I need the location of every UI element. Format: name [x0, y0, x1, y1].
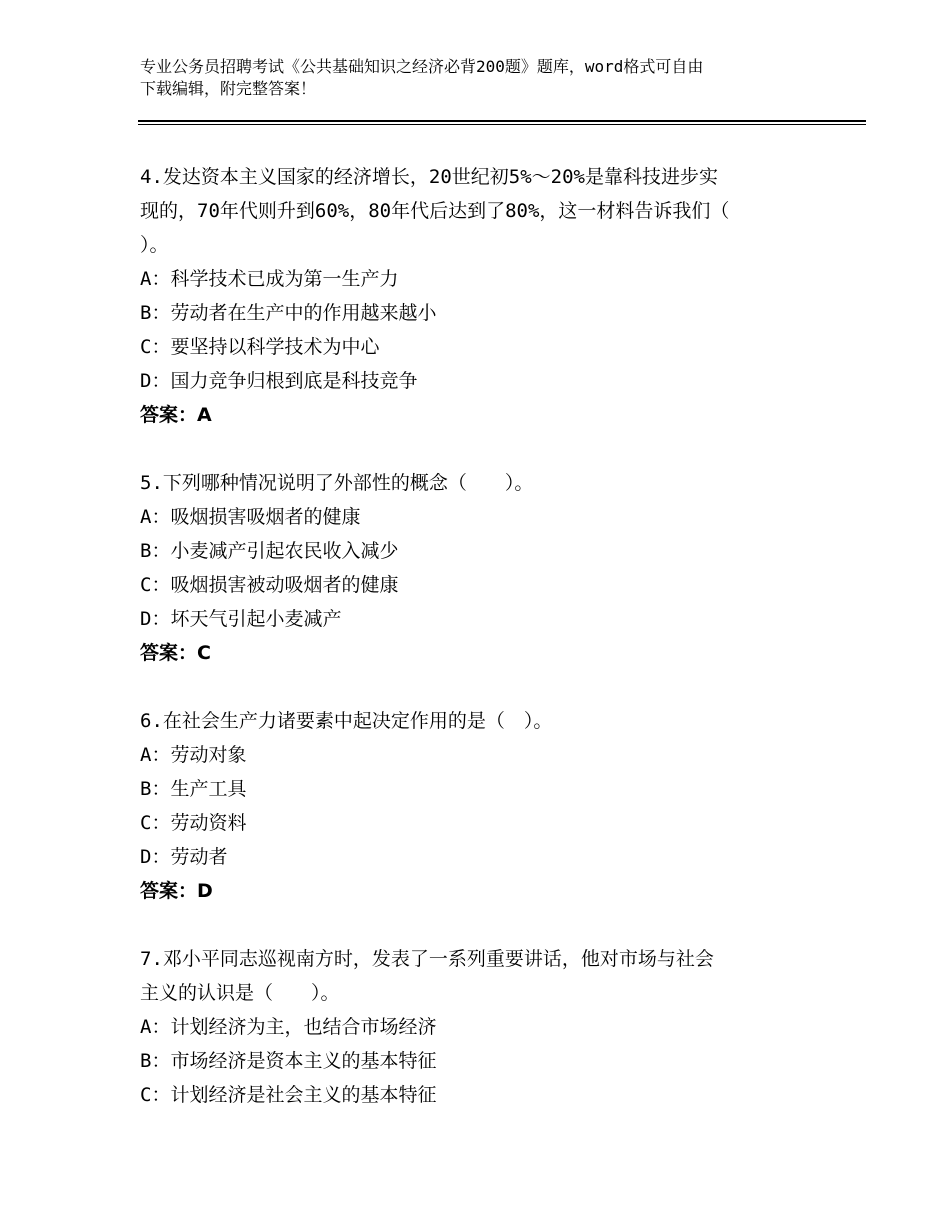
question-block [140, 942, 820, 1112]
header-line-2: 下载编辑，附完整答案！ [140, 79, 317, 98]
question-stem-line: 现的，70年代则升到60%，80年代后达到了80%，这一材料告诉我们（ [140, 200, 730, 222]
question-stem-line: 7.邓小平同志巡视南方时，发表了一系列重要讲话，他对市场与社会 [140, 948, 714, 970]
question-block [140, 160, 820, 432]
header-divider-thick [138, 120, 866, 122]
answer-option: B：生产工具 [140, 778, 247, 800]
answer-key: 答案：A [140, 404, 212, 426]
header-divider-thin [138, 124, 866, 125]
header-line-1: 专业公务员招聘考试《公共基础知识之经济必背200题》题库，word格式可自由 [140, 57, 704, 76]
question-stem-line: 4.发达资本主义国家的经济增长，20世纪初5%～20%是靠科技进步实 [140, 166, 718, 188]
answer-option: C：劳动资料 [140, 812, 247, 834]
question-block [140, 466, 820, 670]
answer-option: A：科学技术已成为第一生产力 [140, 268, 399, 290]
question-stem-line: ）。 [140, 234, 169, 256]
answer-option: D：国力竞争归根到底是科技竞争 [140, 370, 418, 392]
document-header [140, 56, 840, 100]
answer-option: D：坏天气引起小麦减产 [140, 608, 342, 630]
question-block [140, 704, 820, 908]
answer-option: C：吸烟损害被动吸烟者的健康 [140, 574, 399, 596]
answer-option: B：小麦减产引起农民收入减少 [140, 540, 399, 562]
question-list [140, 160, 820, 1146]
answer-option: D：劳动者 [140, 846, 228, 868]
answer-option: C：计划经济是社会主义的基本特征 [140, 1084, 437, 1106]
question-stem-line: 6.在社会生产力诸要素中起决定作用的是（ ）。 [140, 710, 553, 732]
answer-key: 答案：C [140, 642, 211, 664]
question-stem-line: 5.下列哪种情况说明了外部性的概念（ ）。 [140, 472, 534, 494]
answer-option: C：要坚持以科学技术为中心 [140, 336, 380, 358]
answer-option: B：市场经济是资本主义的基本特征 [140, 1050, 437, 1072]
answer-option: B：劳动者在生产中的作用越来越小 [140, 302, 437, 324]
answer-option: A：劳动对象 [140, 744, 247, 766]
answer-option: A：计划经济为主，也结合市场经济 [140, 1016, 437, 1038]
answer-option: A：吸烟损害吸烟者的健康 [140, 506, 361, 528]
answer-key: 答案：D [140, 880, 213, 902]
question-stem-line: 主义的认识是（ ）。 [140, 982, 340, 1004]
